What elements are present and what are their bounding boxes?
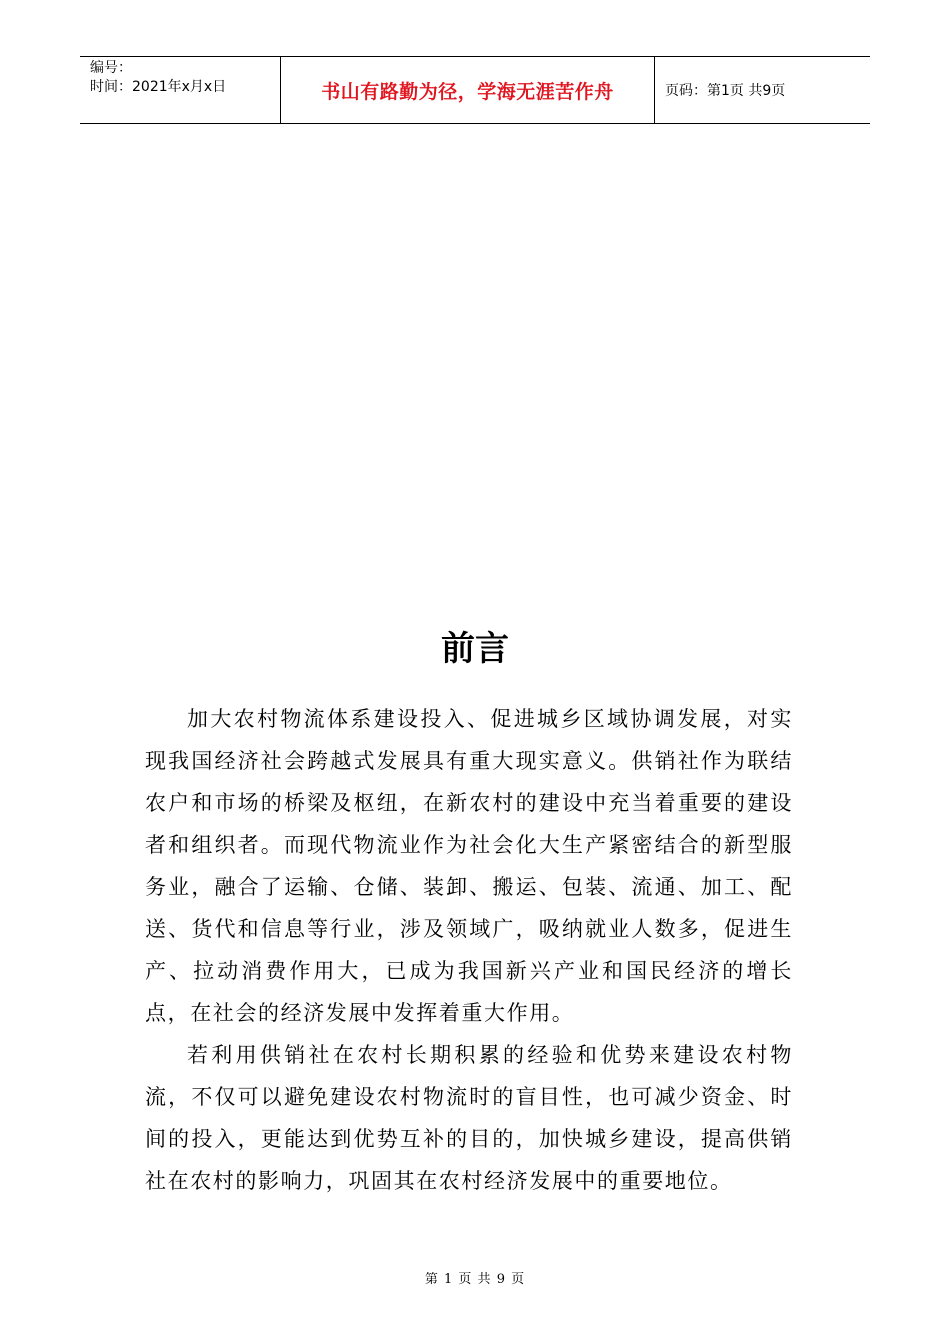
- header-page-info: 页码：第1页 共9页: [665, 83, 786, 99]
- document-title: 前言: [441, 629, 509, 669]
- page-footer: 第 1 页 共 9 页: [424, 1272, 526, 1287]
- paragraph: 加大农村物流体系建设投入、促进城乡区域协调发展，对实现我国经济社会跨越式发展具有重大现实意义。供销社作为联结农户和市场的桥梁及枢纽，在新农村的建设中充当着重要的建设者和组织者。而现代物流业作为社会化大生产紧密结合的新型服务业，融合了运输、仓储、装卸、搬运、包装、流通、加工、配送、货代和信息等行业，涉及领域广，吸纳就业人数多，促进生产、拉动消费作用大，已成为我国新兴产业和国民经济的增长点，在社会的经济发展中发挥着重大作用。: [145, 707, 793, 1025]
- number-label: 编号：: [90, 60, 132, 76]
- header-motto-cell: [281, 57, 655, 123]
- page-header: [80, 56, 870, 124]
- header-meta-cell: [80, 57, 281, 123]
- paragraph: 若利用供销社在农村长期积累的经验和优势来建设农村物流，不仅可以避免建设农村物流时的盲目性，也可减少资金、时间的投入，更能达到优势互补的目的，加快城乡建设，提高供销社在农村的影响力，巩固其在农村经济发展中的重要地位。: [145, 1043, 793, 1193]
- document-body: [145, 698, 793, 1202]
- time-label: 时间：2021年x月x日: [90, 79, 227, 95]
- header-page-cell: [655, 57, 870, 123]
- motto-text: 书山有路勤为径，学海无涯苦作舟: [321, 80, 614, 103]
